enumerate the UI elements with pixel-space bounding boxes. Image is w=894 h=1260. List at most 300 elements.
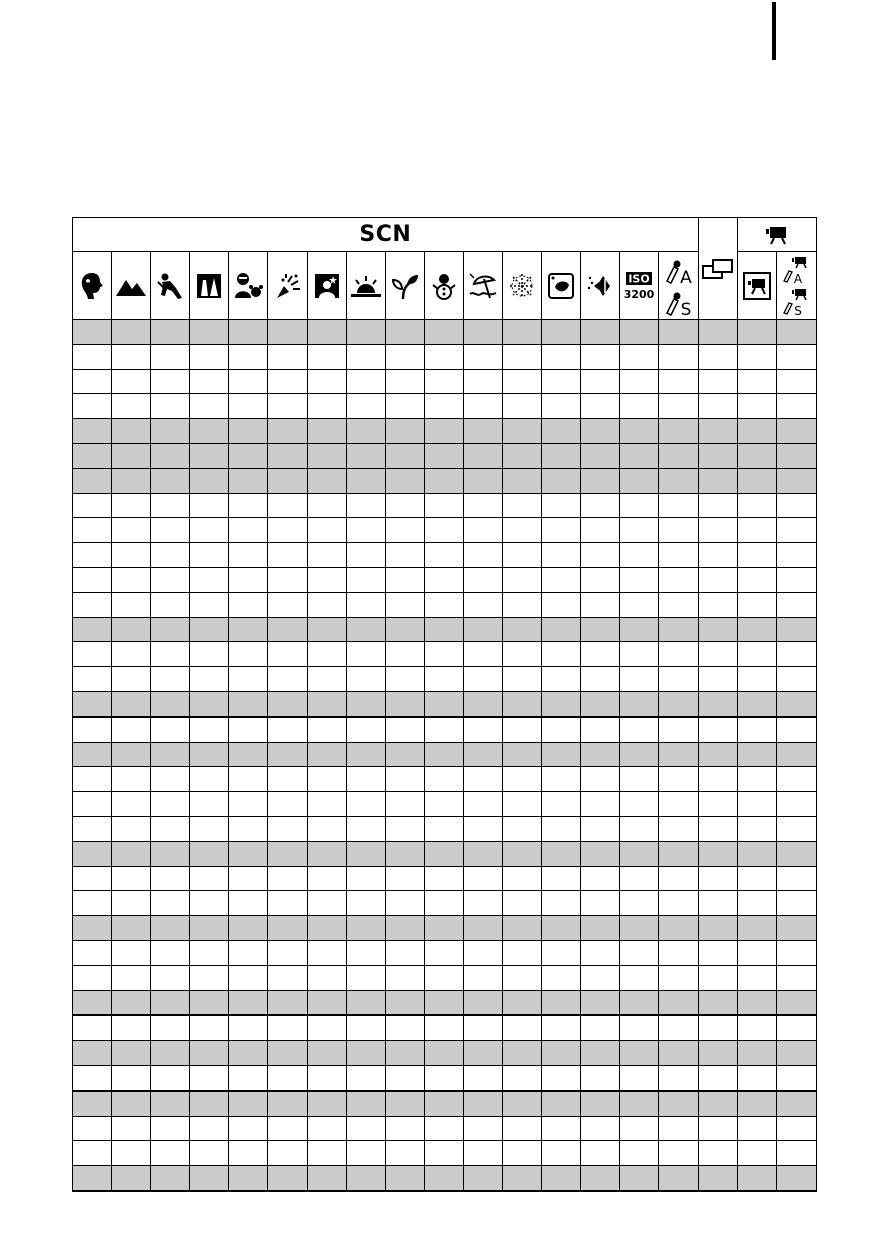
table-cell	[424, 518, 463, 543]
table-cell	[229, 1091, 268, 1116]
table-cell	[112, 543, 151, 568]
table-cell	[229, 320, 268, 345]
table-cell	[268, 816, 307, 841]
table-cell	[659, 767, 698, 792]
table-cell	[190, 592, 229, 617]
table-cell	[190, 717, 229, 742]
table-cell	[542, 1091, 581, 1116]
table-cell	[737, 792, 776, 817]
table-cell	[581, 965, 620, 990]
landscape-icon	[115, 275, 147, 297]
table-cell	[73, 916, 112, 941]
table-cell	[229, 990, 268, 1015]
table-cell	[581, 767, 620, 792]
table-cell	[307, 642, 346, 667]
table-cell	[112, 1091, 151, 1116]
table-cell	[190, 965, 229, 990]
table-cell	[698, 792, 737, 817]
table-cell	[776, 792, 816, 817]
table-cell	[620, 493, 659, 518]
table-row	[73, 543, 817, 568]
table-cell	[112, 667, 151, 692]
table-cell	[659, 1091, 698, 1116]
table-cell	[776, 493, 816, 518]
table-cell	[307, 916, 346, 941]
table-cell	[229, 1015, 268, 1040]
table-cell	[151, 767, 190, 792]
table-cell	[151, 792, 190, 817]
table-cell	[229, 543, 268, 568]
table-cell	[581, 816, 620, 841]
table-cell	[542, 990, 581, 1015]
table-cell	[190, 1091, 229, 1116]
table-cell	[463, 916, 502, 941]
mode-availability-table	[72, 217, 817, 1183]
table-cell	[307, 965, 346, 990]
table-cell	[190, 1166, 229, 1191]
table-row	[73, 1091, 817, 1116]
table-cell	[190, 866, 229, 891]
table-cell	[73, 1015, 112, 1040]
table-cell	[346, 567, 385, 592]
table-cell	[268, 468, 307, 493]
table-cell	[737, 1015, 776, 1040]
table-cell	[581, 841, 620, 866]
table-cell	[307, 419, 346, 444]
table-cell	[73, 344, 112, 369]
table-cell	[73, 792, 112, 817]
table-cell	[542, 767, 581, 792]
table-cell	[73, 543, 112, 568]
table-cell	[463, 344, 502, 369]
table-cell	[307, 841, 346, 866]
table-row	[73, 940, 817, 965]
table-cell	[112, 1041, 151, 1066]
table-cell	[112, 1065, 151, 1090]
table-cell	[73, 493, 112, 518]
table-cell	[424, 468, 463, 493]
table-cell	[581, 419, 620, 444]
table-cell	[385, 617, 424, 642]
table-cell	[424, 642, 463, 667]
table-cell	[737, 344, 776, 369]
table-cell	[503, 667, 542, 692]
table-cell	[112, 792, 151, 817]
table-cell	[659, 443, 698, 468]
table-cell	[737, 493, 776, 518]
table-cell	[190, 990, 229, 1015]
table-row	[73, 642, 817, 667]
table-cell	[659, 567, 698, 592]
table-cell	[307, 1166, 346, 1191]
table-cell	[112, 717, 151, 742]
table-cell	[307, 990, 346, 1015]
snow-icon	[430, 271, 458, 301]
table-cell	[307, 369, 346, 394]
table-cell	[620, 394, 659, 419]
table-cell	[385, 990, 424, 1015]
table-cell	[737, 1141, 776, 1166]
table-cell	[307, 1041, 346, 1066]
table-row	[73, 691, 817, 716]
table-cell	[229, 816, 268, 841]
table-cell	[776, 742, 816, 767]
table-cell	[463, 940, 502, 965]
table-cell	[229, 369, 268, 394]
table-cell	[73, 592, 112, 617]
table-cell	[503, 1065, 542, 1090]
table-cell	[268, 742, 307, 767]
table-row	[73, 816, 817, 841]
table-cell	[190, 518, 229, 543]
table-cell	[229, 1141, 268, 1166]
table-cell	[737, 1065, 776, 1090]
table-row	[73, 567, 817, 592]
table-cell	[190, 1041, 229, 1066]
table-cell	[190, 792, 229, 817]
table-cell	[112, 1015, 151, 1040]
table-cell	[503, 891, 542, 916]
scn-col-kids-pets	[229, 252, 268, 320]
table-cell	[581, 320, 620, 345]
table-cell	[112, 320, 151, 345]
table-cell	[268, 493, 307, 518]
table-cell	[385, 916, 424, 941]
table-cell	[385, 1015, 424, 1040]
table-cell	[424, 965, 463, 990]
table-row	[73, 667, 817, 692]
table-cell	[229, 1065, 268, 1090]
table-cell	[112, 518, 151, 543]
table-cell	[463, 691, 502, 716]
table-cell	[698, 767, 737, 792]
table-cell	[151, 642, 190, 667]
table-cell	[776, 1015, 816, 1040]
table-cell	[151, 468, 190, 493]
table-cell	[385, 369, 424, 394]
table-cell	[73, 767, 112, 792]
table-cell	[190, 419, 229, 444]
table-cell	[307, 742, 346, 767]
sports-icon	[156, 272, 184, 300]
table-cell	[503, 344, 542, 369]
table-cell	[620, 320, 659, 345]
table-cell	[463, 592, 502, 617]
table-cell	[424, 691, 463, 716]
table-cell	[698, 816, 737, 841]
table-cell	[737, 691, 776, 716]
table-cell	[190, 443, 229, 468]
table-cell	[346, 443, 385, 468]
table-row	[73, 369, 817, 394]
table-cell	[268, 1015, 307, 1040]
table-cell	[581, 443, 620, 468]
table-cell	[503, 1116, 542, 1141]
table-cell	[346, 965, 385, 990]
table-cell	[620, 691, 659, 716]
table-cell	[424, 891, 463, 916]
scn-col-sunset	[346, 252, 385, 320]
table-cell	[424, 990, 463, 1015]
table-cell	[581, 543, 620, 568]
table-cell	[229, 419, 268, 444]
table-cell	[463, 1166, 502, 1191]
table-cell	[151, 1141, 190, 1166]
table-cell	[190, 940, 229, 965]
table-cell	[385, 816, 424, 841]
table-cell	[581, 592, 620, 617]
table-cell	[190, 642, 229, 667]
table-cell	[151, 419, 190, 444]
table-row	[73, 767, 817, 792]
table-cell	[659, 493, 698, 518]
table-cell	[151, 543, 190, 568]
table-cell	[346, 617, 385, 642]
drive-mode-stack-icon	[702, 259, 734, 279]
table-cell	[737, 1091, 776, 1116]
table-cell	[737, 617, 776, 642]
night-scene-icon	[313, 272, 341, 300]
table-cell	[268, 369, 307, 394]
table-cell	[346, 1141, 385, 1166]
table-cell	[151, 1065, 190, 1090]
movie-accent-letter: A	[794, 271, 803, 286]
table-cell	[698, 691, 737, 716]
table-cell	[307, 518, 346, 543]
table-cell	[229, 742, 268, 767]
table-cell	[503, 369, 542, 394]
table-cell	[581, 667, 620, 692]
table-cell	[112, 916, 151, 941]
table-cell	[503, 1166, 542, 1191]
table-cell	[659, 792, 698, 817]
table-cell	[659, 1141, 698, 1166]
table-cell	[542, 841, 581, 866]
table-cell	[268, 642, 307, 667]
table-cell	[581, 1141, 620, 1166]
table-cell	[581, 1091, 620, 1116]
table-cell	[346, 916, 385, 941]
table-cell	[346, 493, 385, 518]
table-cell	[776, 543, 816, 568]
table-row	[73, 320, 817, 345]
table-cell	[737, 592, 776, 617]
table-cell	[385, 841, 424, 866]
table-cell	[776, 518, 816, 543]
table-cell	[776, 1166, 816, 1191]
table-cell	[151, 866, 190, 891]
table-cell	[151, 916, 190, 941]
table-cell	[424, 493, 463, 518]
table-cell	[307, 543, 346, 568]
table-cell	[698, 1015, 737, 1040]
table-cell	[698, 617, 737, 642]
table-row	[73, 443, 817, 468]
color-swap-letter: S	[680, 299, 691, 317]
table-cell	[503, 816, 542, 841]
table-cell	[424, 394, 463, 419]
table-cell	[73, 419, 112, 444]
table-cell	[424, 1015, 463, 1040]
table-cell	[229, 1116, 268, 1141]
table-cell	[542, 792, 581, 817]
table-cell	[463, 518, 502, 543]
table-cell	[424, 1091, 463, 1116]
table-cell	[346, 394, 385, 419]
table-cell	[503, 990, 542, 1015]
table-cell	[659, 394, 698, 419]
table-cell	[463, 792, 502, 817]
table-cell	[385, 394, 424, 419]
table-cell	[112, 1116, 151, 1141]
foliage-icon	[391, 272, 419, 300]
scn-label: SCN	[359, 222, 412, 247]
table-cell	[346, 792, 385, 817]
table-cell	[229, 891, 268, 916]
table-cell	[620, 1091, 659, 1116]
table-cell	[346, 518, 385, 543]
table-cell	[542, 344, 581, 369]
table-cell	[659, 717, 698, 742]
table-cell	[463, 1091, 502, 1116]
table-cell	[542, 394, 581, 419]
movie-standard-icon	[743, 272, 771, 300]
table-cell	[268, 1166, 307, 1191]
table-cell	[620, 642, 659, 667]
table-cell	[346, 866, 385, 891]
table-cell	[151, 965, 190, 990]
table-row	[73, 1065, 817, 1090]
table-cell	[424, 841, 463, 866]
table-cell	[307, 443, 346, 468]
table-cell	[307, 1116, 346, 1141]
table-cell	[698, 965, 737, 990]
table-cell	[542, 667, 581, 692]
table-cell	[463, 642, 502, 667]
fireworks-icon	[508, 272, 536, 300]
table-cell	[73, 742, 112, 767]
table-cell	[581, 1166, 620, 1191]
table-cell	[698, 667, 737, 692]
table-cell	[581, 691, 620, 716]
table-cell	[659, 1015, 698, 1040]
table-cell	[307, 691, 346, 716]
table-cell	[190, 1116, 229, 1141]
table-cell	[385, 320, 424, 345]
table-cell	[776, 1065, 816, 1090]
table-cell	[385, 792, 424, 817]
table-cell	[542, 493, 581, 518]
table-cell	[346, 592, 385, 617]
table-cell	[424, 1116, 463, 1141]
table-cell	[463, 1041, 502, 1066]
table-cell	[737, 567, 776, 592]
table-cell	[307, 344, 346, 369]
table-cell	[307, 468, 346, 493]
table-cell	[581, 742, 620, 767]
table-cell	[346, 419, 385, 444]
table-cell	[190, 742, 229, 767]
table-cell	[542, 1116, 581, 1141]
table-cell	[542, 592, 581, 617]
iso-label: ISO	[628, 272, 651, 285]
scn-col-fireworks	[503, 252, 542, 320]
table-cell	[542, 443, 581, 468]
table-cell	[542, 1041, 581, 1066]
table-cell	[151, 841, 190, 866]
color-accent-swap-icon	[664, 255, 694, 317]
table-cell	[268, 567, 307, 592]
portrait-icon	[79, 271, 105, 301]
table-body	[73, 320, 817, 1191]
table-cell	[698, 493, 737, 518]
table-cell	[581, 642, 620, 667]
table-cell	[385, 742, 424, 767]
table-cell	[73, 1116, 112, 1141]
table-cell	[503, 1141, 542, 1166]
table-cell	[229, 493, 268, 518]
table-cell	[503, 543, 542, 568]
table-cell	[346, 691, 385, 716]
scn-col-indoor	[268, 252, 307, 320]
table-row	[73, 891, 817, 916]
table-cell	[190, 344, 229, 369]
table-cell	[268, 320, 307, 345]
table-cell	[190, 891, 229, 916]
table-cell	[698, 419, 737, 444]
table-cell	[698, 866, 737, 891]
table-cell	[385, 1141, 424, 1166]
table-cell	[463, 990, 502, 1015]
table-cell	[503, 965, 542, 990]
table-cell	[776, 965, 816, 990]
table-cell	[542, 369, 581, 394]
table-cell	[620, 667, 659, 692]
table-cell	[503, 767, 542, 792]
table-cell	[620, 518, 659, 543]
table-cell	[698, 344, 737, 369]
table-cell	[346, 1065, 385, 1090]
table-cell	[112, 742, 151, 767]
movie-group-header	[737, 218, 816, 252]
underwater-icon	[586, 272, 614, 300]
table-cell	[620, 816, 659, 841]
table-cell	[776, 1041, 816, 1066]
iso-3200-icon	[624, 271, 654, 301]
table-cell	[190, 1065, 229, 1090]
table-cell	[229, 443, 268, 468]
table-cell	[268, 916, 307, 941]
table-cell	[463, 419, 502, 444]
table-cell	[346, 642, 385, 667]
table-cell	[659, 1041, 698, 1066]
table-cell	[542, 1015, 581, 1040]
table-cell	[581, 567, 620, 592]
table-cell	[542, 419, 581, 444]
table-cell	[190, 841, 229, 866]
table-cell	[463, 1116, 502, 1141]
table-cell	[659, 419, 698, 444]
table-row	[73, 866, 817, 891]
table-cell	[307, 1141, 346, 1166]
table-cell	[620, 940, 659, 965]
table-cell	[463, 369, 502, 394]
table-cell	[229, 717, 268, 742]
table-cell	[385, 1065, 424, 1090]
table-cell	[737, 767, 776, 792]
table-cell	[737, 866, 776, 891]
table-cell	[424, 344, 463, 369]
